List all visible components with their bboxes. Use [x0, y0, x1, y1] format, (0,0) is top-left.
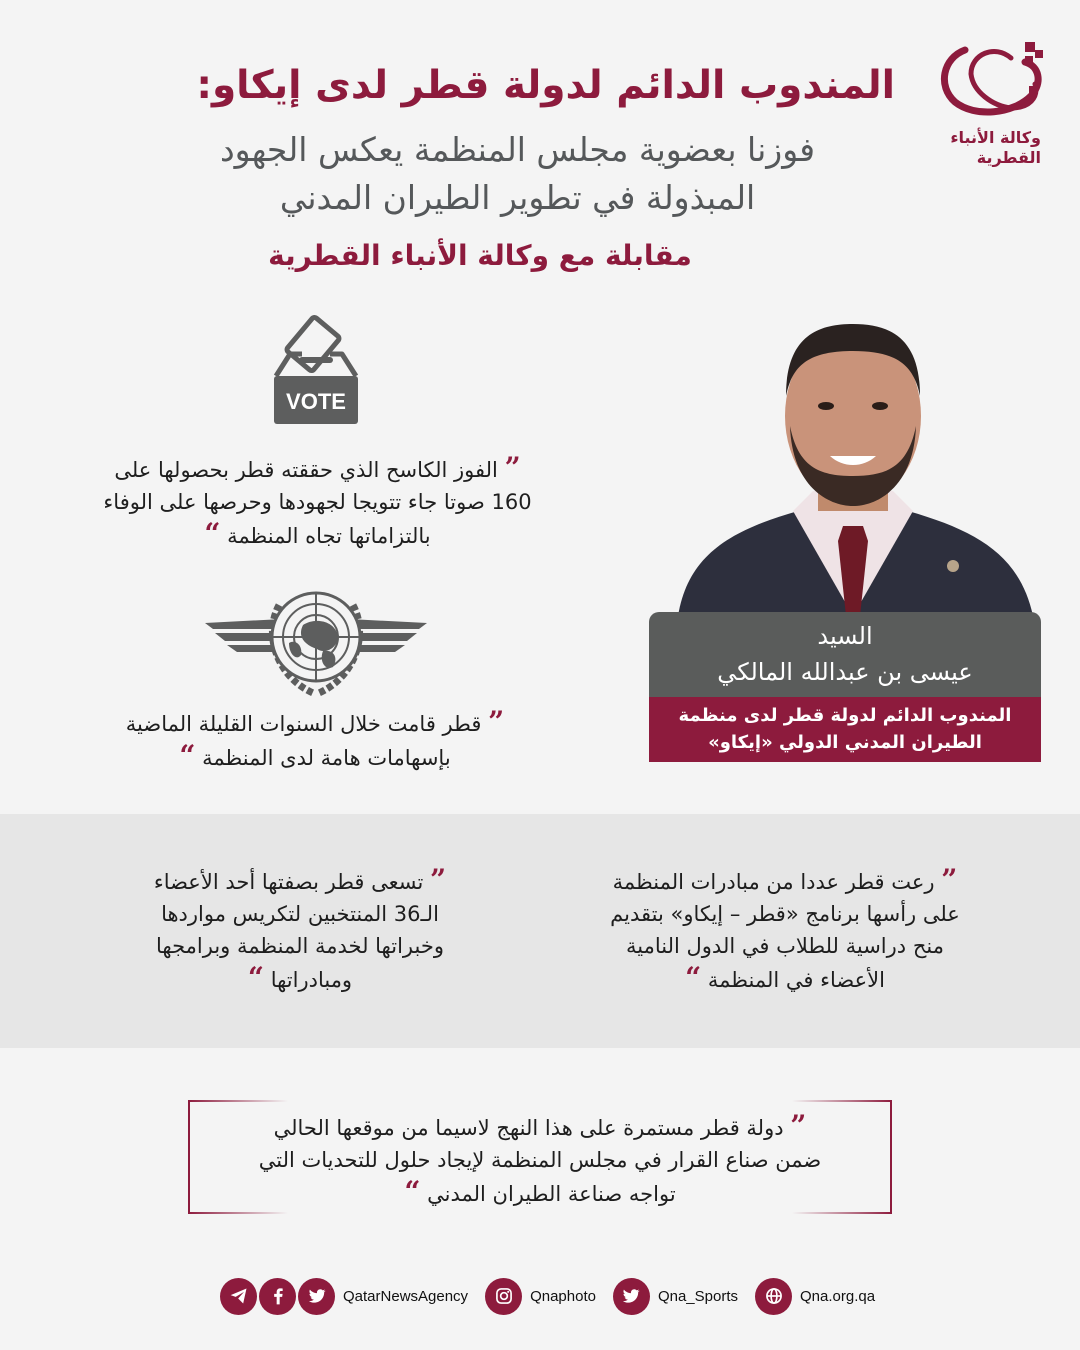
close-quote-icon: “: [404, 1175, 421, 1208]
quote-decision-makers: [205, 1110, 875, 1210]
quote-line: ضمن صناع القرار في مجلس المنظمة لإيجاد حلول للتحديات التي: [258, 1148, 822, 1172]
quote-initiatives: [590, 864, 980, 996]
vote-label: VOTE: [286, 389, 346, 414]
interview-label: مقابلة مع وكالة الأنباء القطرية: [268, 239, 692, 272]
quote-contributions: [95, 706, 535, 774]
close-quote-icon: “: [685, 961, 702, 994]
person-role-line: المندوب الدائم لدولة قطر لدى منظمة: [678, 705, 1012, 726]
quote-line: الـ36 المنتخبين لتكريس مواردها: [161, 902, 439, 926]
close-quote-icon: “: [179, 739, 196, 772]
twitter-icon[interactable]: [613, 1278, 650, 1315]
quote-line: قطر قامت خلال السنوات القليلة الماضية: [125, 712, 482, 736]
quote-line: ومبادراتها: [270, 968, 353, 992]
quote-line: الأعضاء في المنظمة: [707, 968, 885, 992]
person-honorific: السيد: [817, 622, 873, 650]
person-photo: [668, 316, 1038, 616]
quote-line: تسعى قطر بصفتها أحد الأعضاء: [153, 870, 424, 894]
open-quote-icon: ”: [430, 863, 447, 896]
social-label[interactable]: Qnaphoto: [530, 1287, 596, 1305]
qna-logo: [935, 36, 1047, 171]
ballot-box-icon: [272, 314, 360, 426]
social-group-qnaphoto[interactable]: [485, 1278, 613, 1315]
quote-line: على رأسها برنامج «قطر – إيكاو» بتقديم: [610, 902, 960, 926]
social-group-qatarnewsagency[interactable]: [220, 1278, 485, 1315]
social-group-qna-sports[interactable]: [613, 1278, 755, 1315]
quote-line: دولة قطر مستمرة على هذا النهج لاسيما من موقعها الحالي: [273, 1116, 784, 1140]
facebook-icon[interactable]: [259, 1278, 296, 1315]
quote-160-votes: [80, 452, 555, 552]
quote-line: منح دراسية للطلاب في الدول النامية: [626, 934, 944, 958]
social-label[interactable]: Qna.org.qa: [800, 1287, 876, 1305]
instagram-icon[interactable]: [485, 1278, 522, 1315]
qna-logo-emblem-icon: [935, 36, 1047, 128]
globe-icon[interactable]: [755, 1278, 792, 1315]
close-quote-icon: “: [247, 961, 265, 994]
open-quote-icon: ”: [790, 1109, 807, 1142]
subtitle-line: فوزنا بعضوية مجلس المنظمة يعكس الجهود: [219, 130, 816, 169]
logo-text-line2: القطرية: [976, 148, 1041, 167]
open-quote-icon: ”: [504, 451, 521, 484]
open-quote-icon: ”: [941, 863, 958, 896]
social-label[interactable]: Qna_Sports: [657, 1287, 738, 1305]
quote-line: الفوز الكاسح الذي حققته قطر بحصولها على: [114, 458, 498, 482]
person-name: عيسى بن عبدالله المالكي: [717, 658, 973, 686]
open-quote-icon: ”: [488, 705, 505, 738]
social-label[interactable]: QatarNewsAgency: [343, 1287, 469, 1305]
social-footer: [220, 1277, 892, 1315]
person-role-line: الطيران المدني الدولي «إيكاو»: [708, 732, 982, 753]
social-group-website[interactable]: [755, 1278, 892, 1315]
close-quote-icon: “: [204, 517, 221, 550]
quote-line: تواجه صناعة الطيران المدني: [427, 1182, 676, 1206]
quote-line: بالتزاماتها تجاه المنظمة: [227, 524, 431, 548]
person-name-card: [649, 612, 1041, 762]
quote-line: 160 صوتا جاء تتويجا لجهودها وحرصها على الوفاء: [103, 490, 532, 514]
quote-36-members: [120, 864, 480, 996]
quote-line: وخبراتها لخدمة المنظمة وبرامجها: [156, 934, 444, 958]
logo-text-line1: وكالة الأنباء: [950, 128, 1041, 147]
quote-line: بإسهامات هامة لدى المنظمة: [202, 746, 451, 770]
twitter-icon[interactable]: [298, 1278, 335, 1315]
icao-emblem-icon: [205, 585, 427, 700]
page-title: المندوب الدائم لدولة قطر لدى إيكاو:: [196, 63, 895, 108]
telegram-icon[interactable]: [220, 1278, 257, 1315]
subtitle-line: المبذولة في تطوير الطيران المدني: [279, 178, 756, 217]
quote-line: رعت قطر عددا من مبادرات المنظمة: [612, 870, 935, 894]
page-subtitle: [170, 126, 865, 222]
